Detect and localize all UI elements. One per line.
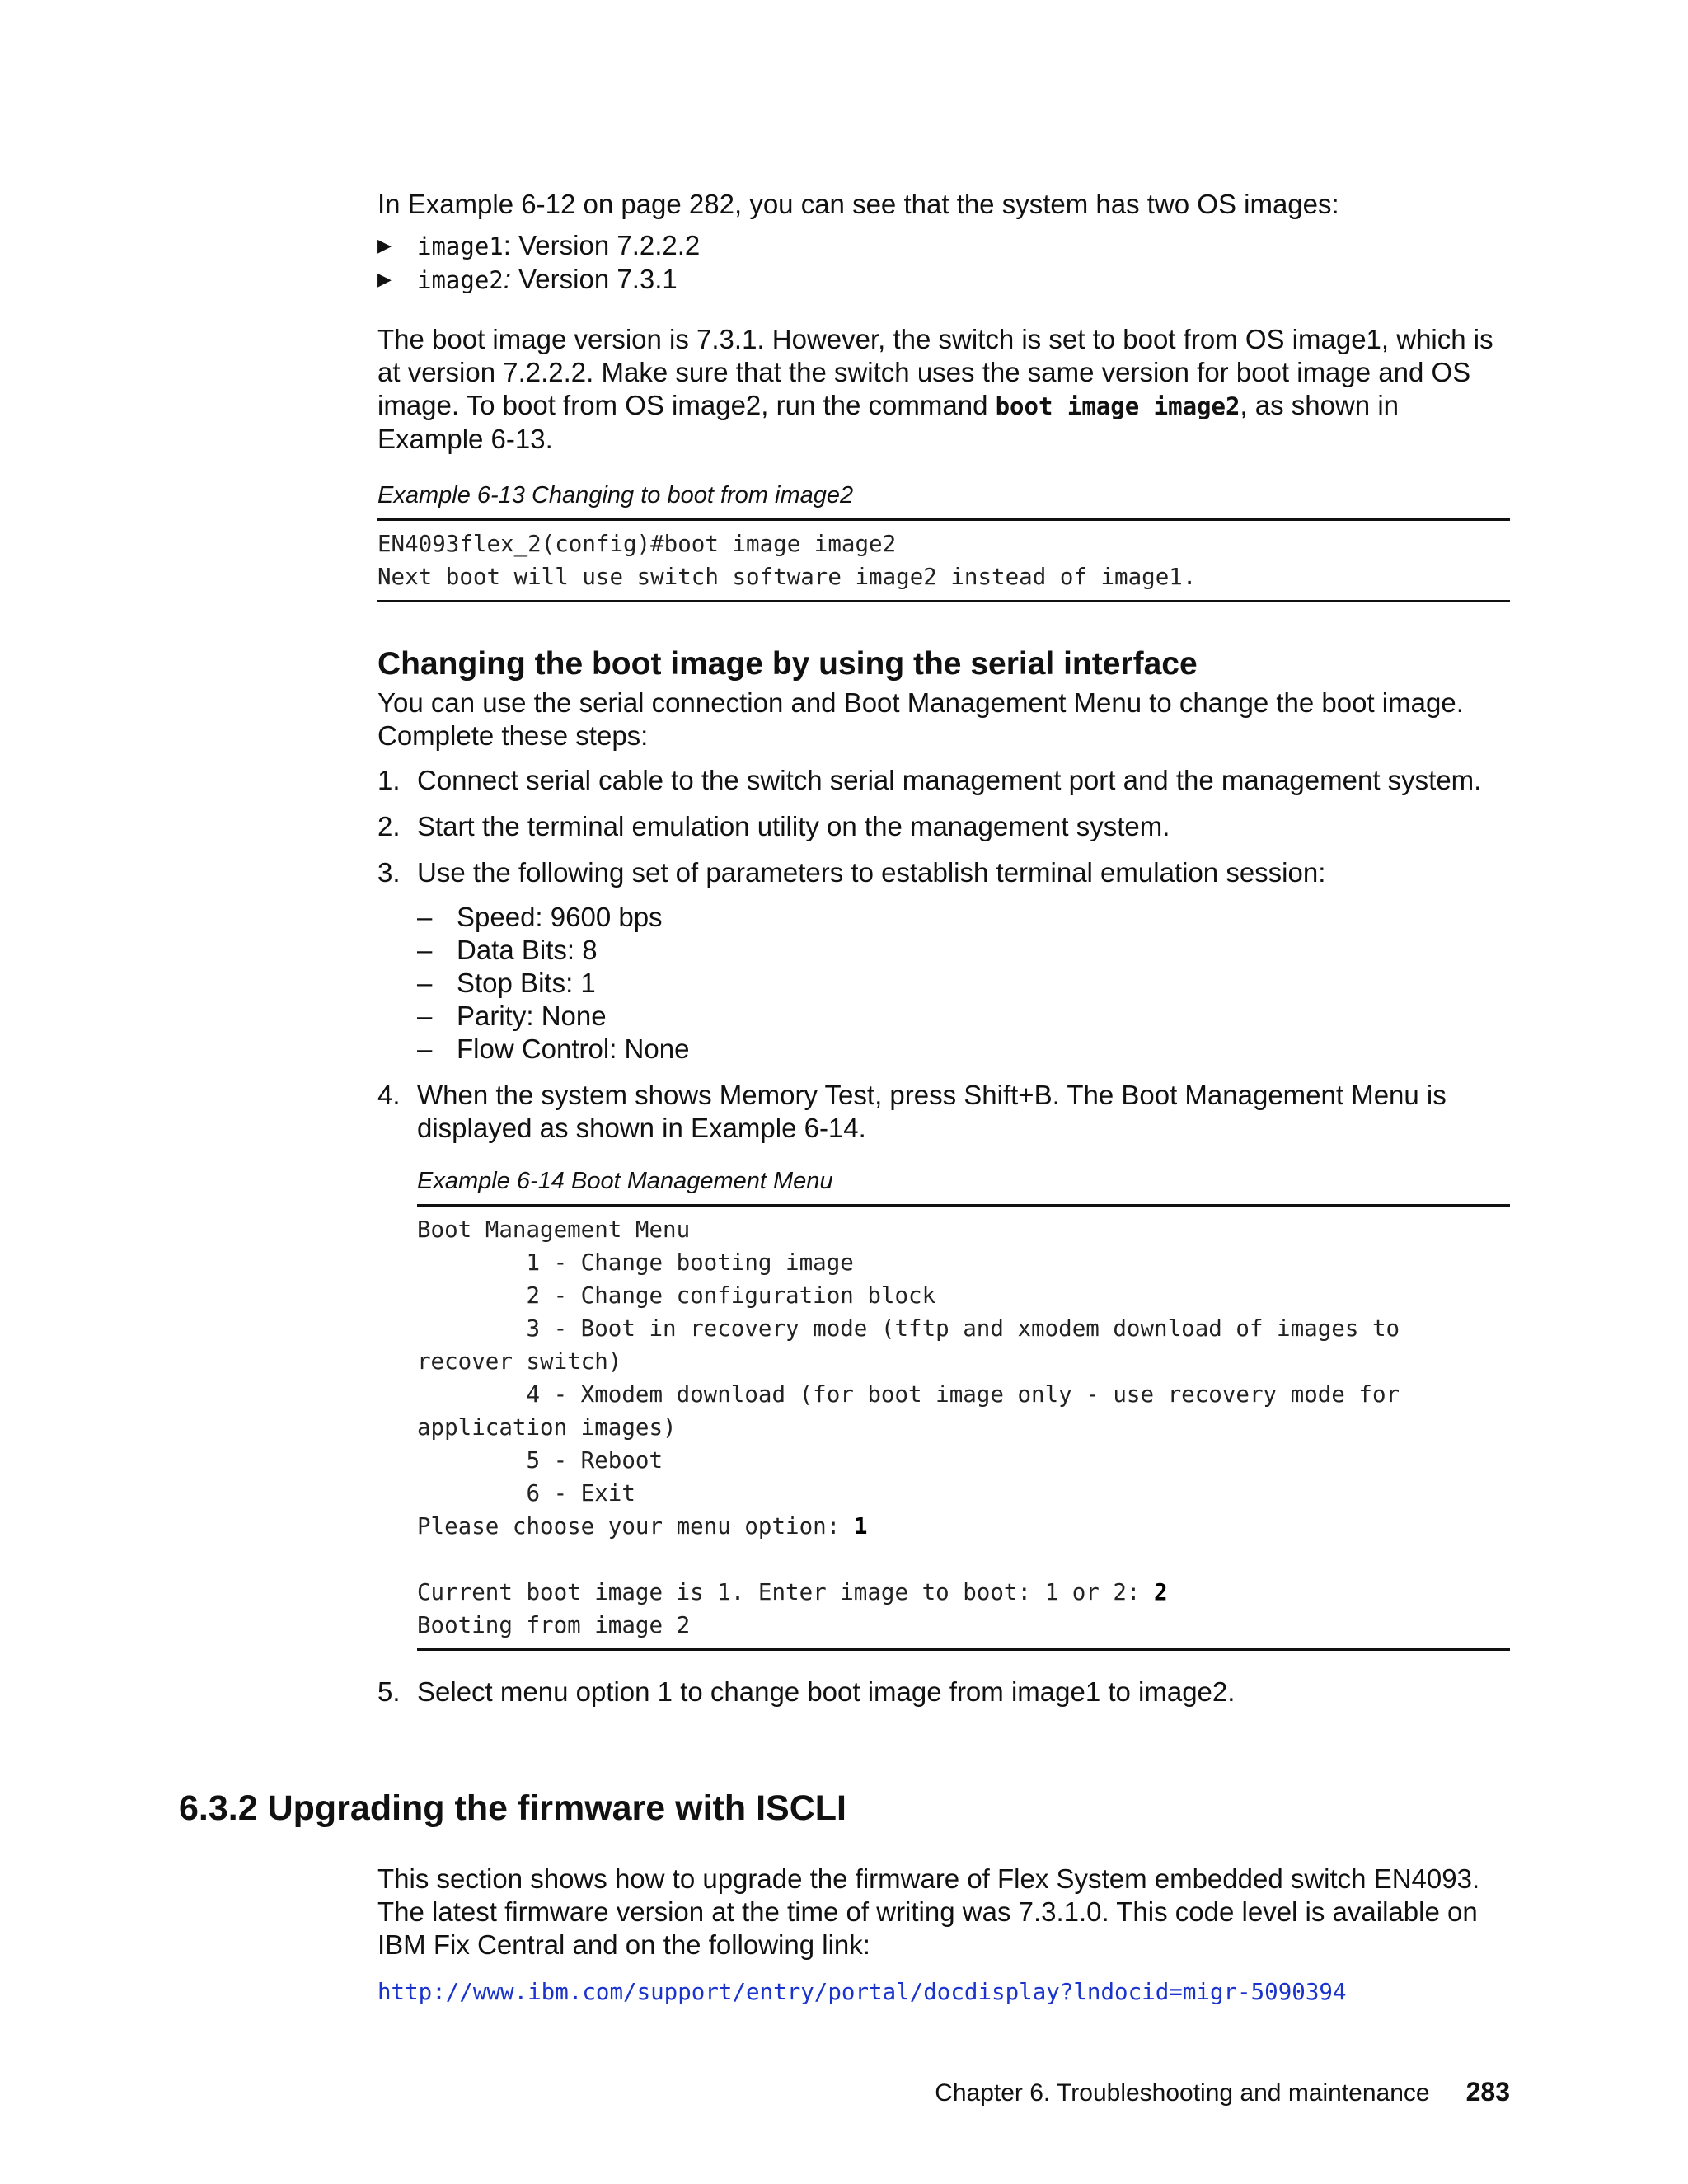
subsection-heading: Changing the boot image by using the serial interface bbox=[377, 646, 1198, 682]
code-example-6-13 bbox=[377, 518, 1510, 602]
code-line: Please choose your menu option: 1 bbox=[417, 1513, 868, 1540]
code-line: 3 - Boot in recovery mode (tftp and xmodem download of images to bbox=[417, 1315, 1400, 1342]
list-item: – Data Bits: 8 bbox=[417, 935, 598, 965]
step-item: 2. Start the terminal emulation utility on the management system. bbox=[377, 811, 1170, 841]
step-item: 5. Select menu option 1 to change boot image from image1 to image2. bbox=[377, 1676, 1236, 1707]
code-line: EN4093flex_2(config)#boot image image2 bbox=[377, 531, 897, 557]
support-link[interactable]: http://www.ibm.com/support/entry/portal/docdisplay?lndocid=migr-5090394 bbox=[377, 1979, 1347, 2005]
code-line: Booting from image 2 bbox=[417, 1612, 691, 1638]
image-name: image2 bbox=[417, 266, 504, 294]
code-line: application images) bbox=[417, 1414, 677, 1441]
page-number: 283 bbox=[1465, 2077, 1510, 2107]
list-item: – Parity: None bbox=[417, 1001, 607, 1031]
code-line: 6 - Exit bbox=[417, 1480, 635, 1507]
section-heading: 6.3.2 Upgrading the firmware with ISCLI bbox=[179, 1788, 846, 1828]
code-line: 2 - Change configuration block bbox=[417, 1282, 936, 1309]
example-caption: Example 6-13 Changing to boot from image2 bbox=[377, 482, 854, 509]
step-item: 3. Use the following set of parameters to establish terminal emulation session: – Speed: 9600 bps – Data Bits: 8 – Stop Bits: 1 – Parity: None – Flow Control: None bbox=[377, 856, 1510, 1066]
code-line bbox=[417, 1543, 1510, 1576]
code-example-6-14 bbox=[417, 1204, 1510, 1651]
code-line: 4 - Xmodem download (for boot image only - use recovery mode for bbox=[417, 1381, 1400, 1408]
steps-list bbox=[377, 764, 1510, 1708]
boot-version-paragraph: The boot image version is 7.3.1. However, the switch is set to boot from OS image1, which is at version 7.2.2.2. Make sure that the switch uses the same version for boot image and OS image. To boot from OS image2, run the command boot image image2, as shown in Example 6-13. bbox=[377, 324, 1493, 454]
list-item: – Stop Bits: 1 bbox=[417, 968, 596, 998]
serial-intro-paragraph: You can use the serial connection and Boot Management Menu to change the boot image. Complete these steps: bbox=[377, 687, 1464, 751]
triangle-bullet-icon: ▶ bbox=[377, 269, 392, 289]
image-version: Version 7.2.2.2 bbox=[510, 230, 701, 260]
code-line: 1 - Change booting image bbox=[417, 1249, 854, 1276]
firmware-section bbox=[377, 1863, 1510, 2008]
main-content bbox=[377, 188, 1510, 1722]
os-image-list bbox=[377, 229, 1510, 297]
code-line: Next boot will use switch software image2 instead of image1. bbox=[377, 564, 1197, 590]
parameters-list bbox=[417, 901, 1510, 1066]
list-item: ▶ image2: Version 7.3.1 bbox=[377, 264, 678, 294]
list-item: ▶ image1: Version 7.2.2.2 bbox=[377, 230, 701, 260]
code-line: Current boot image is 1. Enter image to boot: 1 or 2: 2 bbox=[417, 1579, 1168, 1605]
list-item: – Speed: 9600 bps bbox=[417, 902, 663, 932]
firmware-paragraph: This section shows how to upgrade the firmware of Flex System embedded switch EN4093. The latest firmware version at the time of writing was 7.3.1.0. This code level is available on IBM Fix Central and on the following link: bbox=[377, 1863, 1480, 1960]
code-line: 5 - Reboot bbox=[417, 1447, 663, 1474]
intro-paragraph: In Example 6-12 on page 282, you can see that the system has two OS images: bbox=[377, 189, 1339, 219]
list-item: – Flow Control: None bbox=[417, 1033, 690, 1064]
step-item: 4. When the system shows Memory Test, press Shift+B. The Boot Management Menu is displayed as shown in Example 6-14. Example 6-14 Boot Management Menu Boot Management Menu 1 - Change booting image 2 - Change configuration block 3 - Boot in recovery mode (tftp and xmodem download of images to recover switch) 4 - Xmodem download (for boot image only - use recovery mode for application images) 5 - Reboot 6 - Exit Please choose your menu option: 1 Current boot image is 1. Enter image to boot: 1 or 2: 2 Booting from image 2 bbox=[377, 1079, 1510, 1651]
inline-command: boot image image2 bbox=[995, 392, 1240, 420]
code-line: recover switch) bbox=[417, 1348, 622, 1375]
example-caption: Example 6-14 Boot Management Menu bbox=[417, 1168, 833, 1194]
page-footer bbox=[935, 2076, 1510, 2109]
image-version: Version 7.3.1 bbox=[510, 264, 678, 294]
triangle-bullet-icon: ▶ bbox=[377, 235, 392, 255]
image-name: image1 bbox=[417, 232, 504, 260]
step-item: 1. Connect serial cable to the switch serial management port and the management system. bbox=[377, 765, 1482, 795]
chapter-title: Chapter 6. Troubleshooting and maintenance bbox=[935, 2079, 1430, 2107]
code-line: Boot Management Menu bbox=[417, 1216, 691, 1243]
